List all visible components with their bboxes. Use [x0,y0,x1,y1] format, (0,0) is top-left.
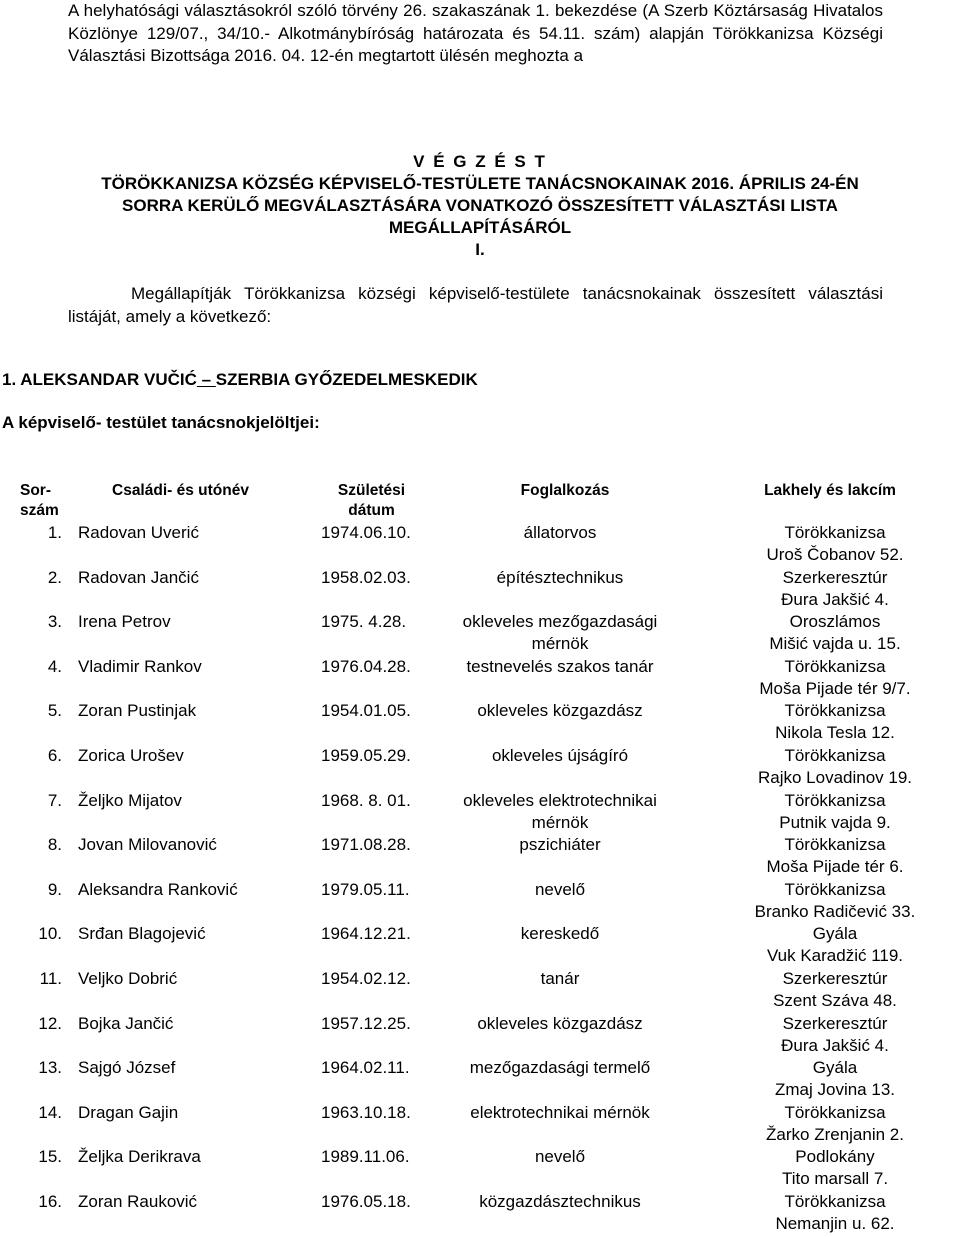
table-row [0,1013,960,1057]
occupation-line1: mezőgazdasági termelő [469,1058,651,1078]
birth-date: 1954.01.05. [321,701,411,721]
row-number: 13. [38,1058,62,1078]
birth-date: 1975. 4.28. [321,612,407,632]
address-street: Zmaj Jovina 13. [775,1080,895,1100]
birth-date: 1989.11.06. [321,1147,410,1167]
address-street: Mišić vajda u. 15. [769,634,901,654]
occupation-line1: pszichiáter [519,835,601,855]
table-row [0,745,960,789]
candidate-name: Veljko Dobrić [78,969,178,988]
address-street: Branko Radičević 33. [754,901,916,921]
candidate-name: Zoran Pustinjak [78,701,197,721]
table-row [0,656,960,700]
birth-date: 1971.08.28. [321,835,411,855]
table-row [0,1191,960,1235]
header-num-line1: Sor- [20,482,51,499]
occupation [430,745,690,767]
table-row [0,834,960,878]
candidate-name: Zorica Urošev [78,746,184,765]
row-number: 2. [47,567,62,587]
candidate-name: Bojka Jančić [78,1013,174,1033]
address-street: Žarko Zrenjanin 2. [766,1124,904,1144]
address [715,1102,955,1146]
address-town: Szerkeresztúr [782,969,888,988]
address [715,522,955,566]
birth-date: 1964.02.11. [321,1058,410,1078]
address-street: Szent Száva 48. [773,991,897,1010]
table-row [0,790,960,834]
address-street: Rajko Lovadinov 19. [757,768,913,787]
occupation-line1: okleveles elektrotechnikai [463,790,657,810]
birth-date: 1963.10.18. [321,1102,411,1122]
header-date-line1: Születési [337,482,406,499]
address-town: Podlokány [795,1147,875,1167]
address [715,1146,955,1190]
candidate-name: Aleksandra Ranković [78,879,238,899]
address-town: Törökkanizsa [784,1192,886,1211]
header-num [20,481,59,521]
row-number: 12. [38,1013,62,1033]
birth-date: 1958.02.03. [321,567,411,587]
address [715,567,955,611]
candidate-name: Jovan Milovanović [78,835,217,855]
list-heading-prefix: 1. ALEKSANDAR VUČIĆ [2,370,197,389]
address-town: Szerkeresztúr [782,567,888,587]
candidate-name: Željko Mijatov [78,790,182,810]
occupation-line1: okleveles mezőgazdasági [462,612,658,632]
candidates-heading: A képviselő- testület tanácsnokjelöltjei: [2,413,320,432]
occupation [430,923,690,945]
occupation-line1: okleveles közgazdász [477,701,643,721]
candidate-name: Radovan Uverić [78,523,199,542]
address [715,611,955,655]
address-town: Gyála [812,924,858,944]
address [715,879,955,923]
address-street: Nikola Tesla 12. [775,723,895,743]
candidate-name: Radovan Jančić [78,567,199,587]
document-subtitle [0,173,960,261]
address [715,834,955,878]
intro-paragraph: A helyhatósági választásokról szóló törvény 26. szakaszának 1. bekezdése (A Szerb Köztársaság Hivatalos Közlönye 129/07., 34/10.- Alkotmánybíróság határozata és 54.11. szám) alapján Törökkanizsa Községi Választási Bizottsága 2016. 04. 12-én megtartott ülésén meghozta a [68,1,883,65]
address-town: Törökkanizsa [784,1102,886,1122]
subtitle-line: MEGÁLLAPÍTÁSÁRÓL [388,218,572,237]
table-row [0,923,960,967]
row-number: 5. [47,701,62,721]
occupation-line1: építésztechnikus [496,567,624,587]
document-title: V É G Z É S T [413,152,547,171]
address-street: Uroš Čobanov 52. [766,545,904,564]
list-heading-suffix: SZERBIA GYŐZEDELMESKEDIK [215,370,478,389]
occupation-line1: közgazdásztechnikus [479,1192,641,1211]
occupation [430,1057,690,1079]
occupation-line1: nevelő [534,1147,586,1167]
subtitle-line: TÖRÖKKANIZSA KÖZSÉG KÉPVISELŐ-TESTÜLETE TANÁCSNOKAINAK 2016. ÁPRILIS 24-ÉN [101,174,859,193]
table-row [0,1102,960,1146]
row-number: 15. [38,1147,62,1167]
birth-date: 1954.02.12. [321,969,411,988]
birth-date: 1968. 8. 01. [321,790,411,810]
header-date-line2: dátum [348,502,395,519]
candidate-name: Sajgó József [78,1058,176,1078]
header-occupation: Foglalkozás [520,482,610,499]
address-town: Törökkanizsa [784,790,886,810]
header-date [329,481,414,521]
address [715,923,955,967]
address-town: Törökkanizsa [784,879,886,899]
occupation-line2: mérnök [531,634,589,654]
address-town: Törökkanizsa [784,746,886,765]
row-number: 6. [47,746,62,765]
row-number: 11. [39,969,62,988]
table-row [0,522,960,566]
occupation [430,522,690,544]
birth-date: 1974.06.10. [321,523,411,542]
occupation-line1: elektrotechnikai mérnök [470,1102,650,1122]
occupation [430,700,690,722]
list-heading [2,370,478,390]
address-street: Vuk Karadžić 119. [766,946,904,966]
table-row [0,1057,960,1101]
address [715,1191,955,1235]
candidate-name: Vladimir Rankov [78,656,202,676]
row-number: 8. [47,835,62,855]
birth-date: 1976.04.28. [321,656,411,676]
row-number: 10. [38,924,62,944]
row-number: 1. [47,523,62,542]
address [715,968,955,1012]
occupation [430,1013,690,1035]
table-row [0,700,960,744]
candidate-name: Željka Derikrava [78,1147,201,1167]
row-number: 9. [47,879,62,899]
address-street: Putnik vajda 9. [779,812,891,832]
address-street: Đura Jakšić 4. [781,1035,889,1055]
birth-date: 1979.05.11. [321,879,410,899]
occupation [430,790,690,834]
birth-date: 1976.05.18. [321,1192,411,1211]
candidate-name: Srđan Blagojević [78,924,206,944]
address-town: Oroszlámos [789,612,881,632]
address [715,1013,955,1057]
occupation-line1: testnevelés szakos tanár [466,656,654,676]
occupation-line1: állatorvos [523,523,597,542]
occupation [430,1191,690,1213]
row-number: 4. [47,656,62,676]
table-row [0,968,960,1012]
address-town: Szerkeresztúr [782,1013,888,1033]
occupation [430,968,690,990]
candidate-name: Irena Petrov [78,612,171,632]
candidate-name: Zoran Rauković [78,1192,198,1211]
occupation-line1: kereskedő [520,924,600,944]
row-number: 14. [38,1102,62,1122]
occupation [430,611,690,655]
birth-date: 1957.12.25. [321,1013,411,1033]
candidate-name: Dragan Gajin [78,1102,179,1122]
table-row [0,611,960,655]
birth-date: 1964.12.21. [321,924,411,944]
address-town: Törökkanizsa [784,656,886,676]
section-number: I. [475,240,485,259]
row-number: 3. [47,612,62,632]
occupation-line1: tanár [540,969,580,988]
list-heading-dash: – [196,370,216,389]
header-num-line2: szám [20,502,59,519]
occupation [430,1102,690,1124]
occupation [430,656,690,678]
occupation [430,879,690,901]
occupation [430,567,690,589]
header-address: Lakhely és lakcím [764,482,896,499]
table-row [0,1146,960,1190]
address-street: Tito marsall 7. [781,1169,889,1189]
occupation [430,834,690,856]
address-street: Đura Jakšić 4. [781,589,889,609]
address [715,790,955,834]
address-street: Moša Pijade tér 9/7. [759,678,911,698]
row-number: 16. [38,1192,62,1211]
address-street: Nemanjin u. 62. [775,1214,895,1233]
table-row [0,879,960,923]
address-town: Törökkanizsa [784,701,886,721]
address-town: Gyála [812,1058,858,1078]
address-town: Törökkanizsa [784,835,886,855]
address [715,1057,955,1101]
address [715,656,955,700]
statement-paragraph: Megállapítják Törökkanizsa községi képviselő-testülete tanácsnokainak összesített választási listáját, amely a következő: [68,284,883,326]
header-name: Családi- és utónév [112,482,249,499]
subtitle-line: SORRA KERÜLŐ MEGVÁLASZTÁSÁRA VONATKOZÓ ÖSSZESÍTETT VÁLASZTÁSI LISTA [122,196,838,215]
occupation [430,1146,690,1168]
address-street: Moša Pijade tér 6. [766,857,904,877]
occupation-line1: nevelő [534,879,586,899]
occupation-line1: okleveles újságíró [491,746,629,765]
table-row [0,567,960,611]
row-number: 7. [47,790,62,810]
address [715,745,955,789]
birth-date: 1959.05.29. [321,746,411,765]
occupation-line2: mérnök [531,812,589,832]
address [715,700,955,744]
occupation-line1: okleveles közgazdász [477,1013,643,1033]
address-town: Törökkanizsa [784,523,886,542]
